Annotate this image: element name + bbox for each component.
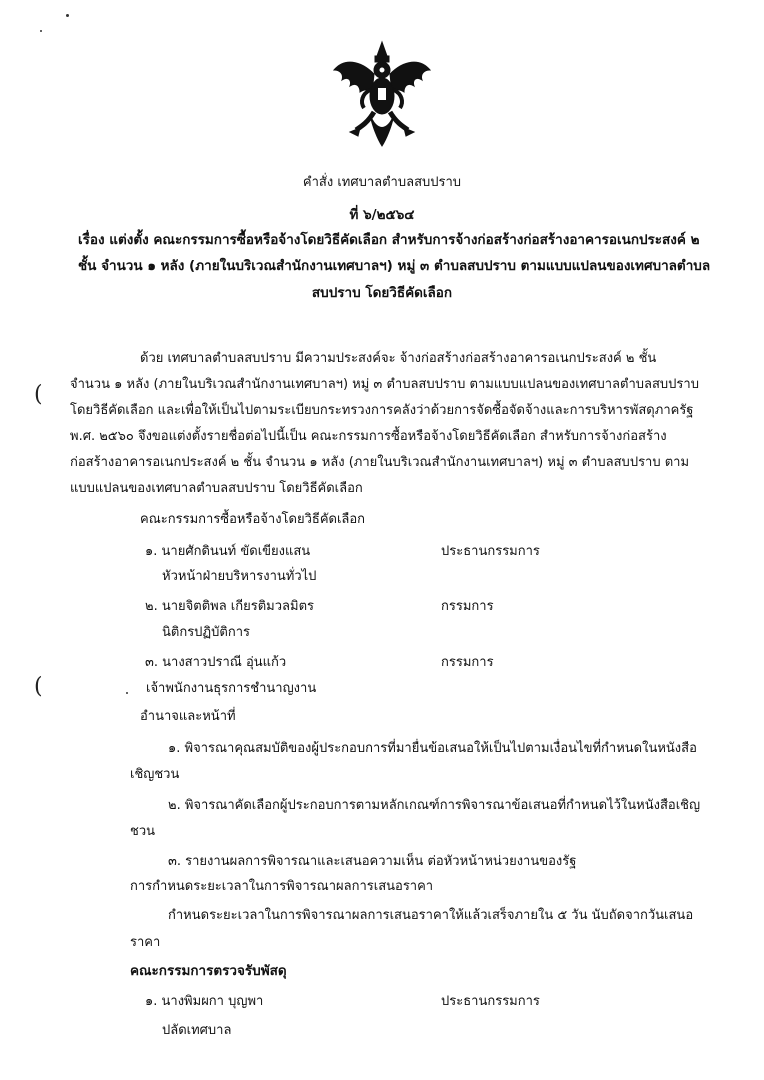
intro-line-1: ด้วย เทศบาลตำบลสบปราบ มีความประสงค์จะ จ้างก่อสร้างก่อสร้างอาคารอเนกประสงค์ ๒ ชั้น [140, 351, 657, 366]
duties-title: อำนาจและหน้าที่ [140, 709, 236, 724]
member-role: ประธานกรรมการ [441, 994, 540, 1009]
member-position: เจ้าพนักงานธุรการชำนาญงาน [146, 681, 317, 696]
member-role: กรรมการ [441, 655, 494, 670]
subject-line-3: สบปราบ โดยวิธีคัดเลือก [311, 285, 453, 301]
intro-line-6: แบบแปลนของเทศบาลตำบลสบปราบ โดยวิธีคัดเลือก [70, 481, 363, 496]
inspection-committee-title: คณะกรรมการตรวจรับพัสดุ [130, 963, 287, 979]
committee-title: คณะกรรมการซื้อหรือจ้างโดยวิธีคัดเลือก [140, 512, 366, 527]
timeframe-title: การกำหนดระยะเวลาในการพิจารณาผลการเสนอราคา [130, 879, 434, 894]
duty-item-line: ๑. พิจารณาคุณสมบัติของผู้ประกอบการที่มายื่นข้อเสนอให้เป็นไปตามเงื่อนไขที่กำหนดในหนังสือ [168, 741, 697, 756]
member-position: ปลัดเทศบาล [162, 1023, 232, 1038]
order-org-line: คำสั่ง เทศบาลตำบลสบปราบ [302, 175, 462, 190]
garuda-emblem-icon [330, 40, 434, 150]
intro-line-4: พ.ศ. ๒๕๖๐ จึงขอแต่งตั้งรายชื่อต่อไปนี้เป็น คณะกรรมการซื้อหรือจ้างโดยวิธีคัดเลือก สำหรับการจ้างก่อสร้าง [70, 429, 667, 444]
scan-speck [40, 30, 42, 32]
member-name: ๑. นางพิมผกา บุญพา [145, 994, 264, 1009]
scan-speck [66, 14, 69, 17]
member-role: ประธานกรรมการ [441, 544, 540, 559]
member-position: นิติกรปฏิบัติการ [162, 625, 251, 640]
intro-line-2: จำนวน ๑ หลัง (ภายในบริเวณสำนักงานเทศบาลฯ) หมู่ ๓ ตำบลสบปราบ ตามแบบแปลนของเทศบาลตำบลสบปราบ [70, 377, 699, 392]
duty-item-line: ชวน [130, 824, 156, 839]
timeframe-line: กำหนดระยะเวลาในการพิจารณาผลการเสนอราคาให้แล้วเสร็จภายใน ๕ วัน นับถัดจากวันเสนอ [168, 908, 694, 923]
order-number: ที่ ๖/๒๕๖๔ [349, 207, 415, 223]
member-position: หัวหน้าฝ่ายบริหารงานทั่วไป [162, 569, 317, 584]
subject-line-2: ชั้น จำนวน ๑ หลัง (ภายในบริเวณสำนักงานเทศบาลฯ) หมู่ ๓ ตำบลสบปราบ ตามแบบแปลนของเทศบาลตำบล [78, 258, 711, 274]
member-name: ๓. นางสาวปราณี อุ่นแก้ว [145, 655, 287, 670]
intro-line-5: ก่อสร้างอาคารอเนกประสงค์ ๒ ชั้น จำนวน ๑ หลัง (ภายในบริเวณสำนักงานเทศบาลฯ) หมู่ ๓ ตำบลสบปราบ ตาม [70, 455, 690, 470]
intro-line-3: โดยวิธีคัดเลือก และเพื่อให้เป็นไปตามระเบียบกระทรวงการคลังว่าด้วยการจัดซื้อจัดจ้างและการบริหารพัสดุภาครัฐ [70, 403, 694, 418]
member-name: ๑. นายศักดินนท์ ขัดเขียงแสน [145, 544, 311, 559]
member-name: ๒. นายจิตติพล เกียรติมวลมิตร [145, 599, 314, 614]
duty-item-line: เชิญชวน [130, 767, 180, 782]
punch-hole-mark: ( [34, 382, 43, 407]
duty-item-line: ๓. รายงานผลการพิจารณาและเสนอความเห็น ต่อหัวหน้าหน่วยงานของรัฐ [168, 854, 577, 869]
punch-hole-mark: ( [34, 674, 43, 699]
member-role: กรรมการ [441, 599, 494, 614]
timeframe-line: ราคา [130, 935, 161, 950]
subject-line-1: เรื่อง แต่งตั้ง คณะกรรมการซื้อหรือจ้างโดยวิธีคัดเลือก สำหรับการจ้างก่อสร้างก่อสร้างอาคารอเนกประสงค์ ๒ [78, 232, 700, 248]
duty-item-line: ๒. พิจารณาคัดเลือกผู้ประกอบการตามหลักเกณฑ์การพิจารณาข้อเสนอที่กำหนดไว้ในหนังสือเชิญ [168, 798, 701, 813]
scan-speck [126, 692, 128, 694]
